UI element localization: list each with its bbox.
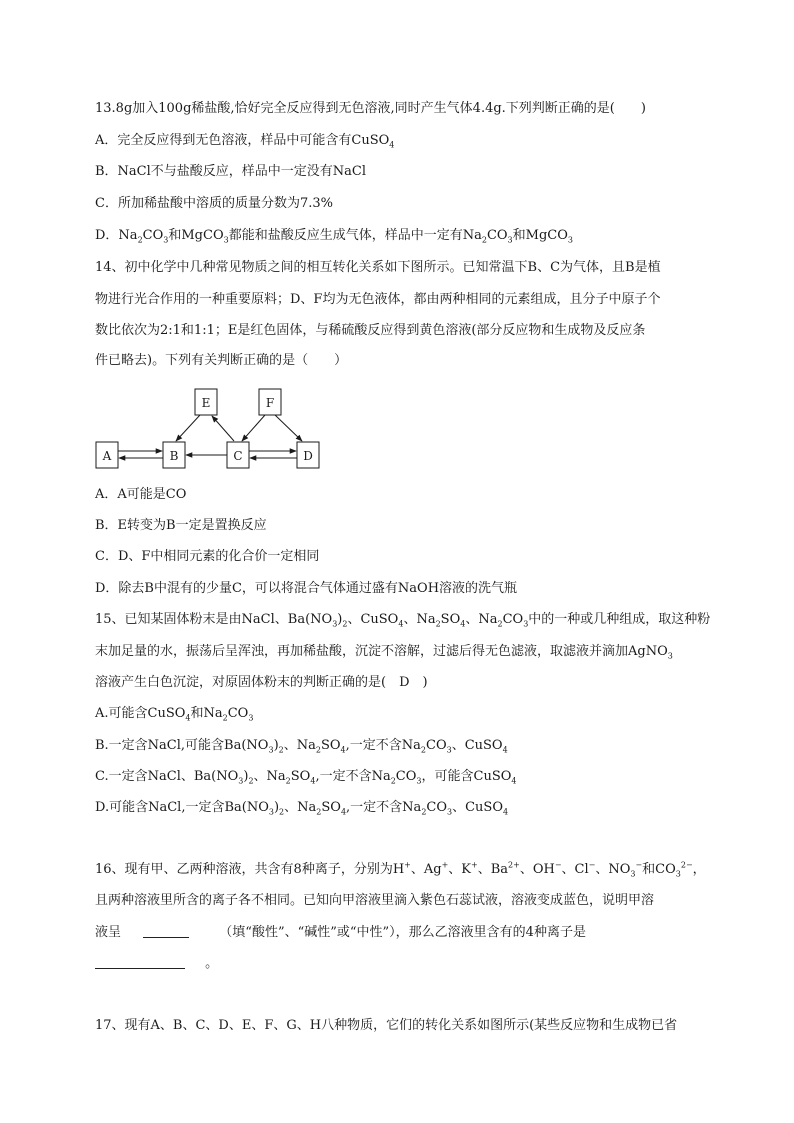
q16-line3-prefix: 液呈 [95, 925, 122, 940]
node-f-label: F [265, 396, 275, 410]
q14-option-d: D．除去B中混有的少量C，可以将混合气体通过盛有NaOH溶液的洗气瓶 [95, 581, 518, 596]
q15-stem-line2: 末加足量的水，振荡后呈浑浊，再加稀盐酸，沉淀不溶解，过滤后得无色滤液，取滤液并滴加AgNO$_3$ [95, 644, 673, 661]
q15-option-a: A.可能含CuSO$_4$和$Na_2CO_3$ [95, 706, 254, 723]
q15-option-c: C.一定含NaCl、$Ba(NO_3)_2$、$Na_2SO_4$,一定不含$Na_2CO_3$，可能含CuSO$_4$ [95, 769, 517, 786]
q13-option-a: A．完全反应得到无色溶液，样品中可能含有CuSO$_4$ [95, 133, 395, 150]
arrow-f-to-d [275, 415, 302, 441]
q16-stem-line1: 16、现有甲、乙两种溶液，共含有8种离子，分别为H+、Ag+、K+、$Ba^{2+}$、OH−、Cl−、$NO_3^-$和$CO_3^{2-}$， [95, 860, 706, 879]
q14-option-a: A．A可能是CO [95, 487, 187, 502]
q13-option-d: D．$Na_2CO_3$和MgCO$_3$都能和盐酸反应生成气体，样品中一定有$Na_2CO_3$和MgCO$_3$ [95, 228, 573, 245]
node-e-label: E [201, 396, 211, 410]
q15-option-b: B.一定含NaCl,可能含$Ba(NO_3)_2$、$Na_2SO_4$,一定不含$Na_2CO_3$、CuSO$_4$ [95, 738, 508, 755]
q15-option-d: D.可能含NaCl,一定含$Ba(NO_3)_2$、$Na_2SO_4$,一定不含$Na_2CO_3$、CuSO$_4$ [95, 800, 509, 817]
node-a-label: A [102, 449, 112, 463]
q14-stem-line2: 物进行光合作用的一种重要原料；D、F均为无色液体，都由两种相同的元素组成，且分子中原子个 [95, 292, 661, 307]
arrow-f-to-c [242, 415, 265, 441]
q16-line4-suffix: 。 [205, 956, 219, 971]
q16-answer-blank-2[interactable] [95, 956, 185, 969]
q16-stem-line3 [95, 925, 586, 941]
node-c-label: C [233, 449, 243, 463]
q15-stem-line1: 15、已知某固体粉末是由NaCl、$Ba(NO_3)_2$、CuSO$_4$、$Na_2SO_4$、$Na_2CO_3$中的一种或几种组成，取这种粉 [95, 612, 711, 629]
q16-stem-line4 [95, 956, 218, 972]
q14-option-b: B．E转变为B一定是置换反应 [95, 518, 267, 533]
q17-stem-line1: 17、现有A、B、C、D、E、F、G、H八种物质，它们的转化关系如图所示(某些反应物和生成物已省 [95, 1018, 678, 1033]
q14-stem-line4: 件已略去)。下列有关判断正确的是（ ） [95, 353, 348, 368]
node-d-label: D [303, 449, 313, 463]
q14-option-c: C．D、F中相同元素的化合价一定相同 [95, 549, 320, 564]
q14-stem-line3: 数比依次为2:1和1:1；E是红色固体，与稀硫酸反应得到黄色溶液(部分反应物和生成物及反应条 [95, 323, 646, 338]
q13-stem: 13.8g加入100g稀盐酸,恰好完全反应得到无色溶液,同时产生气体4.4g.下列判断正确的是( ) [95, 101, 646, 116]
q14-stem-line1: 14、初中化学中几种常见物质之间的相互转化关系如下图所示。已知常温下B、C为气体，且B是植 [95, 260, 661, 275]
q16-line3-suffix: （填“酸性”、“碱性”或“中性”），那么乙溶液里含有的4种离子是 [219, 925, 586, 940]
q13-option-b: B．NaCl不与盐酸反应，样品中一定没有NaCl [95, 164, 367, 179]
arrow-c-to-e [212, 416, 234, 441]
q16-stem-line2: 且两种溶液里所含的离子各不相同。已知向甲溶液里滴入紫色石蕊试液，溶液变成蓝色，说明甲溶 [95, 893, 655, 908]
arrow-e-to-b [176, 415, 200, 441]
q15-stem-line3: 溶液产生白色沉淀，对原固体粉末的判断正确的是( D ) [95, 675, 428, 690]
q16-answer-blank-1[interactable] [143, 925, 189, 938]
q14-transformation-diagram [90, 383, 340, 475]
node-b-label: B [169, 449, 179, 463]
q13-option-c: C．所加稀盐酸中溶质的质量分数为7.3% [95, 196, 333, 211]
